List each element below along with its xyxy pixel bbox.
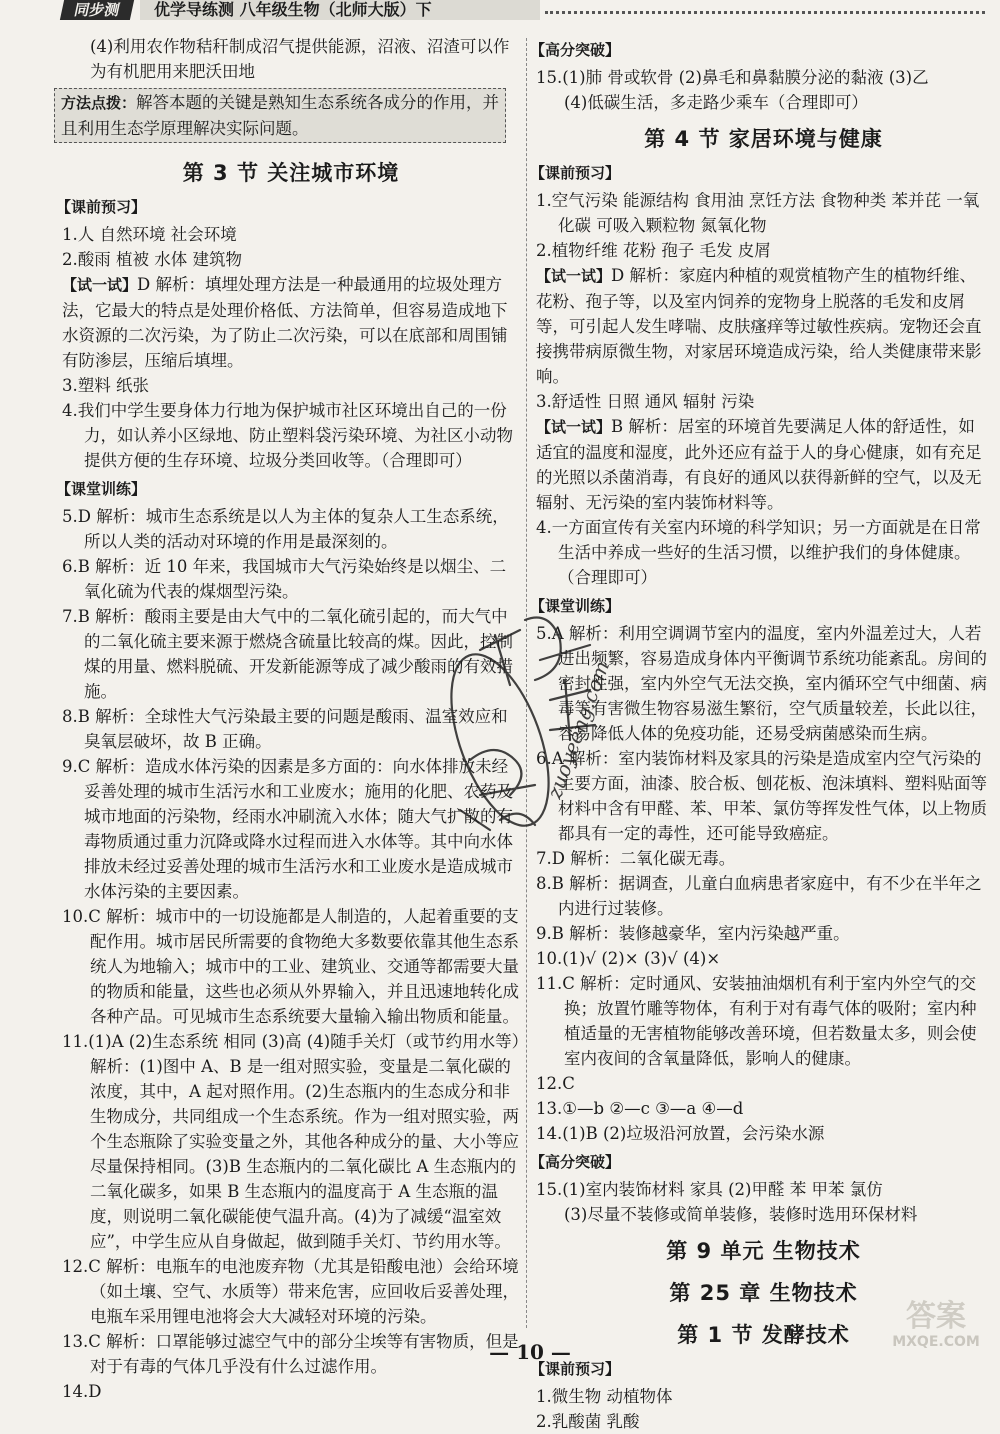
try-label: 【试一试】	[536, 267, 612, 285]
answer-line: 13.C 解析：口罩能够过滤空气中的部分尘埃等有害物质，但是对于有毒的气体几乎没有什么过滤作用。	[62, 1332, 519, 1376]
answer-line: 5.D 解析：城市生态系统是以人为主体的复杂人工生态系统，所以人类的活动对环境的作用是最深刻的。	[62, 507, 509, 551]
unit-title: 第 9 单元 生物技术	[666, 1239, 861, 1263]
corner-watermark	[880, 1300, 992, 1360]
answer-line: 15.(1)肺 骨或软骨 (2)鼻毛和鼻黏膜分泌的黏液 (3)乙	[536, 68, 929, 87]
answer-line: 15.(1)室内装饰材料 家具 (2)甲醛 苯 甲苯 氯仿	[536, 1180, 883, 1199]
answer-line: 4.我们中学生要身体力行地为保护城市社区环境出自己的一份力，如认养小区绿地、防止塑料袋污染环境、为社区小动物提供方便的生存环境、垃圾分类回收等。（合理即可）	[62, 401, 513, 470]
preview-label: 【课前预习】	[530, 1360, 621, 1378]
left-column	[56, 34, 529, 1404]
try-text: B 解析：居室的环境首先要满足人体的舒适性，如适宜的温度和湿度，此外还应有益于人的身心健康，如有充足的光照以杀菌消毒，有良好的通风以获得新鲜的空气，以及无辐射、无污染的室内装饰材料等。	[536, 417, 982, 512]
section-title: 第 3 节 关注城市环境	[182, 161, 400, 185]
answer-line: 1.人 自然环境 社会环境	[62, 225, 237, 244]
answer-explanation: 解析：(1)图中 A、B 是一组对照实验，变量是二氧化碳的浓度，其中，A 起对照作用。(2)生态瓶内的生态成分和非生物成分，共同组成一个生态系统。作为一组对照实验，两个生态瓶除了实验变量之外，其他各种成分的量、大小等应尽量保持相同。(3)B 生态瓶内的二氧化碳比 A 生态瓶内的二氧化碳多，如果 B 生态瓶内的温度高于 A 生态瓶的温度，则说明二氧化碳能使气温升高。(4)为了减缓“温室效应”，中学生应从自身做起，做到随手关灯、节约用水等。	[90, 1057, 519, 1251]
answer-line: (4)低碳生活，多走路少乘车（合理即可）	[564, 93, 868, 112]
book-title: 优学导练测 八年级生物（北师大版）下	[140, 0, 540, 20]
answer-line: 9.C 解析：造成水体污染的因素是多方面的：向水体排放未经妥善处理的城市生活污水和工业废水；施用的化肥、农药及城市地面的污染物，经雨水冲刷流入水体；随大气扩散的有毒物质通过重力沉降或降水过程而进入水体等。其中向水体排放未经过妥善处理的城市生活污水和工业废水是造成城市水体污染的主要因素。	[62, 757, 513, 901]
answer-line: 2.酸雨 植被 水体 建筑物	[62, 250, 242, 269]
high-score-label: 【高分突破】	[530, 41, 621, 59]
watermark-url: MXQE.COM	[892, 1334, 980, 1350]
try-text: D 解析：填埋处理方法是一种最通用的垃圾处理方法，它最大的特点是处理价格低、方法简单，但容易造成地下水资源的二次污染，为了防止二次污染，可以在底部和周围铺有防渗层，压缩后填埋。	[62, 275, 508, 370]
answer-line: 13.①—b ②—c ③—a ④—d	[536, 1099, 744, 1118]
preview-label: 【课前预习】	[56, 198, 147, 216]
answer-line: 1.空气污染 能源结构 食用油 烹饪方法 食物种类 苯并芘 一氧化碳 可吸入颗粒物 氮氧化物	[536, 191, 980, 235]
answer-line: 8.B 解析：全球性大气污染最主要的问题是酸雨、温室效应和臭氧层破坏，故 B 正确。	[62, 707, 508, 751]
try-label: 【试一试】	[62, 276, 138, 294]
class-training-label: 【课堂训练】	[56, 480, 147, 498]
answer-line: 14.(1)B (2)垃圾沿河放置，会污染水源	[536, 1124, 825, 1143]
answer-line: 10.C 解析：城市中的一切设施都是人制造的，人起着重要的支配作用。城市居民所需要的食物绝大多数要依靠其他生态系统人为地输入；城市中的工业、建筑业、交通等都需要大量的物质和能量，这些也必须从外界输入，并且迅速地转化成各种产品。可见城市生态系统要大量输入输出物质和能量。	[62, 907, 519, 1026]
page-number: — 10 —	[489, 1340, 571, 1364]
answer-line: (3)尽量不装修或简单装修，装修时选用环保材料	[564, 1205, 918, 1224]
answer-line: 11.C 解析：定时通风、安装抽油烟机有利于室内外空气的交换；放置竹雕等物体，有利于对有毒气体的吸附；室内种植适量的无害植物能够改善环境，但若数量太多，则会使室内夜间的含氧量降低，影响人的健康。	[536, 974, 977, 1068]
try-label: 【试一试】	[536, 418, 612, 436]
page-header	[0, 0, 1000, 26]
tip-label: 方法点拨：	[61, 94, 137, 112]
answer-line: 7.B 解析：酸雨主要是由大气中的二氧化硫引起的，而大气中的二氧化硫主要来源于燃烧含硫量比较高的煤。因此，控制煤的用量、燃料脱硫、开发新能源等成了减少酸雨的有效措施。	[62, 607, 513, 701]
preview-label: 【课前预习】	[530, 164, 621, 182]
answer-line: 9.B 解析：装修越豪华，室内污染越严重。	[536, 924, 850, 943]
high-score-label: 【高分突破】	[530, 1153, 621, 1171]
answer-line: 10.(1)√ (2)× (3)√ (4)×	[536, 949, 721, 968]
answer-line: 1.微生物 动植物体	[536, 1387, 673, 1406]
answer-line: (4)利用农作物秸秆制成沼气提供能源，沼液、沼渣可以作为有机肥用来肥沃田地	[90, 37, 510, 81]
answer-line: 7.D 解析：二氧化碳无毒。	[536, 849, 736, 868]
watermark-text: 答案	[906, 1299, 966, 1334]
class-training-label: 【课堂训练】	[530, 597, 621, 615]
stamp-text: zuoyeeng.com	[542, 657, 615, 802]
chapter-title: 第 25 章 生物技术	[669, 1281, 858, 1305]
answer-line: 4.一方面宣传有关室内环境的科学知识；另一方面就是在日常生活中养成一些好的生活习惯，以维护我们的身体健康。（合理即可）	[536, 518, 981, 587]
answer-line: 14.D	[62, 1382, 102, 1401]
header-dotted-rule	[545, 11, 985, 14]
answer-line: 2.植物纤维 花粉 孢子 毛发 皮屑	[536, 241, 771, 260]
answer-line: 11.(1)A (2)生态系统 相同 (3)高 (4)随手关灯（或节约用水等）	[62, 1032, 529, 1051]
section-title: 第 4 节 家居环境与健康	[644, 127, 883, 151]
column-divider	[526, 38, 527, 1328]
answer-line: 2.乳酸菌 乳酸	[536, 1412, 640, 1431]
answer-line: 3.塑料 纸张	[62, 376, 149, 395]
tip-text: 解答本题的关键是熟知生态系统各成分的作用，并且利用生态学原理解决实际问题。	[61, 93, 500, 138]
section-title: 第 1 节 发酵技术	[677, 1323, 850, 1347]
answer-line: 12.C	[536, 1074, 575, 1093]
answer-line: 12.C 解析：电瓶车的电池废弃物（尤其是铅酸电池）会给环境（如土壤、空气、水质等）带来危害，应回收后妥善处理，电瓶车采用锂电池将会大大减轻对环境的污染。	[62, 1257, 519, 1326]
answer-line: 5.A 解析：利用空调调节室内的温度，室内外温差过大，人若进出频繁，容易造成身体内平衡调节系统功能紊乱。房间的密封性强，室内外空气无法交换，室内循环空气中细菌、病毒等有害微生物容易滋生繁衍，空气质量较差，长此以往，容易降低人体的免疫功能，还易受病菌感染而生病。	[536, 624, 987, 743]
series-logo: 同步测	[60, 0, 134, 20]
answer-line: 8.B 解析：据调查，儿童白血病患者家庭中，有不少在半年之内进行过装修。	[536, 874, 982, 918]
right-column	[530, 34, 991, 1434]
try-text: D 解析：家庭内种植的观赏植物产生的植物纤维、花粉、孢子等，以及室内饲养的宠物身上脱落的毛发和皮屑等，可引起人发生哮喘、皮肤瘙痒等过敏性疾病。宠物还会直接携带病原微生物，对家居环境造成污染，给人类健康带来影响。	[536, 266, 982, 386]
answer-line: 6.B 解析：近 10 年来，我国城市大气污染始终是以烟尘、二氧化硫为代表的煤烟型污染。	[62, 557, 507, 601]
answer-line: 3.舒适性 日照 通风 辐射 污染	[536, 392, 755, 411]
method-tip-box	[54, 88, 506, 143]
answer-line: 6.A 解析：室内装饰材料及家具的污染是造成室内空气污染的主要方面，油漆、胶合板、刨花板、泡沫填料、塑料贴面等材料中含有甲醛、苯、甲苯、氯仿等挥发性气体，以上物质都具有一定的毒性，还可能导致癌症。	[536, 749, 987, 843]
